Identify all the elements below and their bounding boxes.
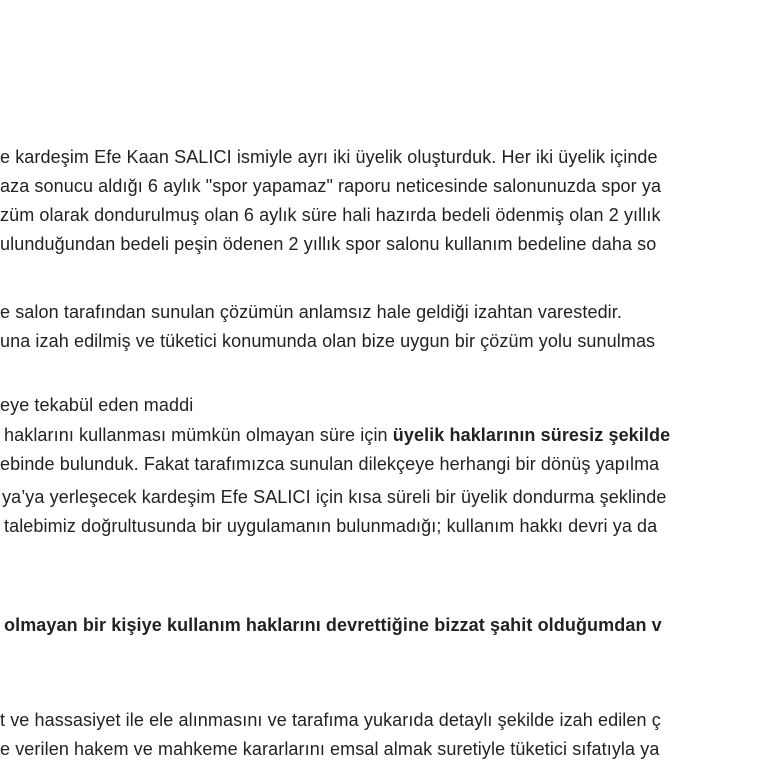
paragraph-3-line-2-text: haklarını kullanması mümkün olmayan süre için xyxy=(4,425,393,445)
paragraph-1-line-4: ulunduğundan bedeli peşin ödenen 2 yıllık spor salonu kullanım bedeline daha so xyxy=(0,234,657,254)
paragraph-2-line-1: e salon tarafından sunulan çözümün anlamsız hale geldiği izahtan varestedir. xyxy=(0,302,622,322)
paragraph-4-bold-line: olmayan bir kişiye kullanım haklarını devrettiğine bizzat şahit olduğumdan v xyxy=(4,615,662,635)
paragraph-3-line-2 xyxy=(4,424,670,446)
paragraph-3-line-5: talebimiz doğrultusunda bir uygulamanın bulunmadığı; kullanım hakkı devri ya da xyxy=(4,516,658,536)
paragraph-5-line-2: e verilen hakem ve mahkeme kararlarını emsal almak suretiyle tüketici sıfatıyla ya xyxy=(0,739,660,759)
paragraph-1-line-2: aza sonucu aldığı 6 aylık "spor yapamaz" raporu neticesinde salonunuzda spor ya xyxy=(0,176,662,196)
paragraph-5-line-1: t ve hassasiyet ile ele alınmasını ve tarafıma yukarıda detaylı şekilde izah edilen ç xyxy=(0,710,661,730)
paragraph-3-line-1: eye tekabül eden maddi xyxy=(0,395,194,415)
paragraph-3-line-2-bold: üyelik haklarının süresiz şekilde xyxy=(392,425,671,445)
paragraph-1-line-1: e kardeşim Efe Kaan SALICI ismiyle ayrı iki üyelik oluşturduk. Her iki üyelik içinde xyxy=(0,147,658,167)
paragraph-3-line-4: ya’ya yerleşecek kardeşim Efe SALICI için kısa süreli bir üyelik dondurma şeklinde xyxy=(2,487,667,507)
paragraph-1-line-3: züm olarak dondurulmuş olan 6 aylık süre hali hazırda bedeli ödenmiş olan 2 yıllık xyxy=(0,205,661,225)
paragraph-3-line-3: ebinde bulunduk. Fakat tarafımızca sunulan dilekçeye herhangi bir dönüş yapılma xyxy=(0,454,660,474)
paragraph-2-line-2: una izah edilmiş ve tüketici konumunda olan bize uygun bir çözüm yolu sunulmas xyxy=(0,331,656,351)
